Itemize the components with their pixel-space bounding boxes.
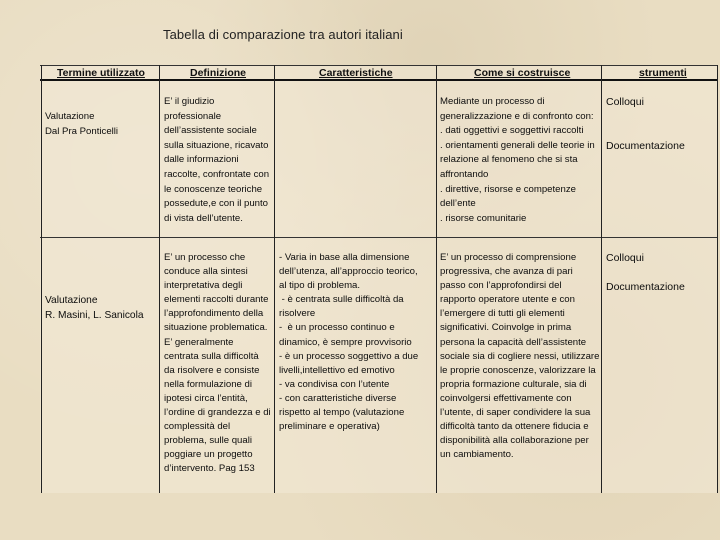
table-cell-strumenti: Colloqui Documentazione (606, 96, 685, 152)
column-divider (717, 65, 718, 493)
table-cell-termine: Valutazione R. Masini, L. Sanicola (45, 295, 144, 321)
column-divider (601, 65, 602, 493)
header-come: Come si costruisce (474, 67, 571, 79)
header-strumenti: strumenti (639, 67, 687, 79)
table-cell-caratteristiche: - Varia in base alla dimensione dell’utenza, all’approccio teorico, al tipo di problema. - è centrata sulle difficoltà da risolvere - è un processo continuo e dinamico, è sempre provvisorio - è un processo soggettivo a due livelli,intellettivo ed emotivo - va condivisa con l’utente - con caratteristiche diverse rispetto al tempo (valutazione preliminare e operativa) (279, 252, 419, 433)
table-cell-strumenti: Colloqui Documentazione (606, 252, 685, 294)
table-cell-termine: Valutazione Dal Pra Ponticelli (45, 111, 119, 137)
column-divider (436, 65, 437, 493)
row-divider (40, 237, 718, 238)
header-definizione: Definizione (190, 67, 247, 79)
table-top-border (40, 65, 718, 66)
header-caratteristiche: Caratteristiche (319, 67, 393, 79)
table-cell-come: E’ un processo di comprensione progressiva, che avanza di pari passo con l’approfondirsi del rapporto operatore utente e con l’emergere di tutti gli elementi significativi. Coinvolge in prima persona la capacità dell’assistente sociale sia di cogliere nessi, utilizzare le proprie conoscenze, valorizzare la propria formazione culturale, sia di coinvolgersi effettivamente con l’utente, di saper condividere la sua difficoltà tanto da ottenere fiducia e disponibilità alla collaborazione per un cambiamento. (440, 252, 600, 461)
page-title: Tabella di comparazione tra autori italiani (163, 27, 403, 42)
header-divider (40, 79, 718, 81)
table-cell-come: Mediante un processo di generalizzazione e di confronto con: . dati oggettivi e soggettivi raccolti . orientamenti generali delle teorie in relazione al fenomeno che si sta affrontando . direttive, risorse e competenze dell’ente . risorse comunitarie (440, 96, 595, 224)
table-cell-definizione: E’ il giudizio professionale dell’assistente sociale sulla situazione, ricavato dalle informazioni raccolte, confrontate con le conoscenze teoriche possedute,e con il punto di vista dell’utente. (164, 96, 270, 224)
column-divider (41, 65, 42, 493)
header-termine: Termine utilizzato (57, 67, 145, 79)
column-divider (274, 65, 275, 493)
column-divider (159, 65, 160, 493)
table-cell-definizione: E’ un processo che conduce alla sintesi interpretativa degli elementi raccolti durante l’approfondimento della situazione problematica. E’ generalmente centrata sulla difficoltà da risolvere e consiste nella formulazione di ipotesi circa l’entità, l’ordine di grandezza e di complessità del problema, sulle quali poggiare un progetto d’intervento. Pag 153 (164, 252, 271, 475)
